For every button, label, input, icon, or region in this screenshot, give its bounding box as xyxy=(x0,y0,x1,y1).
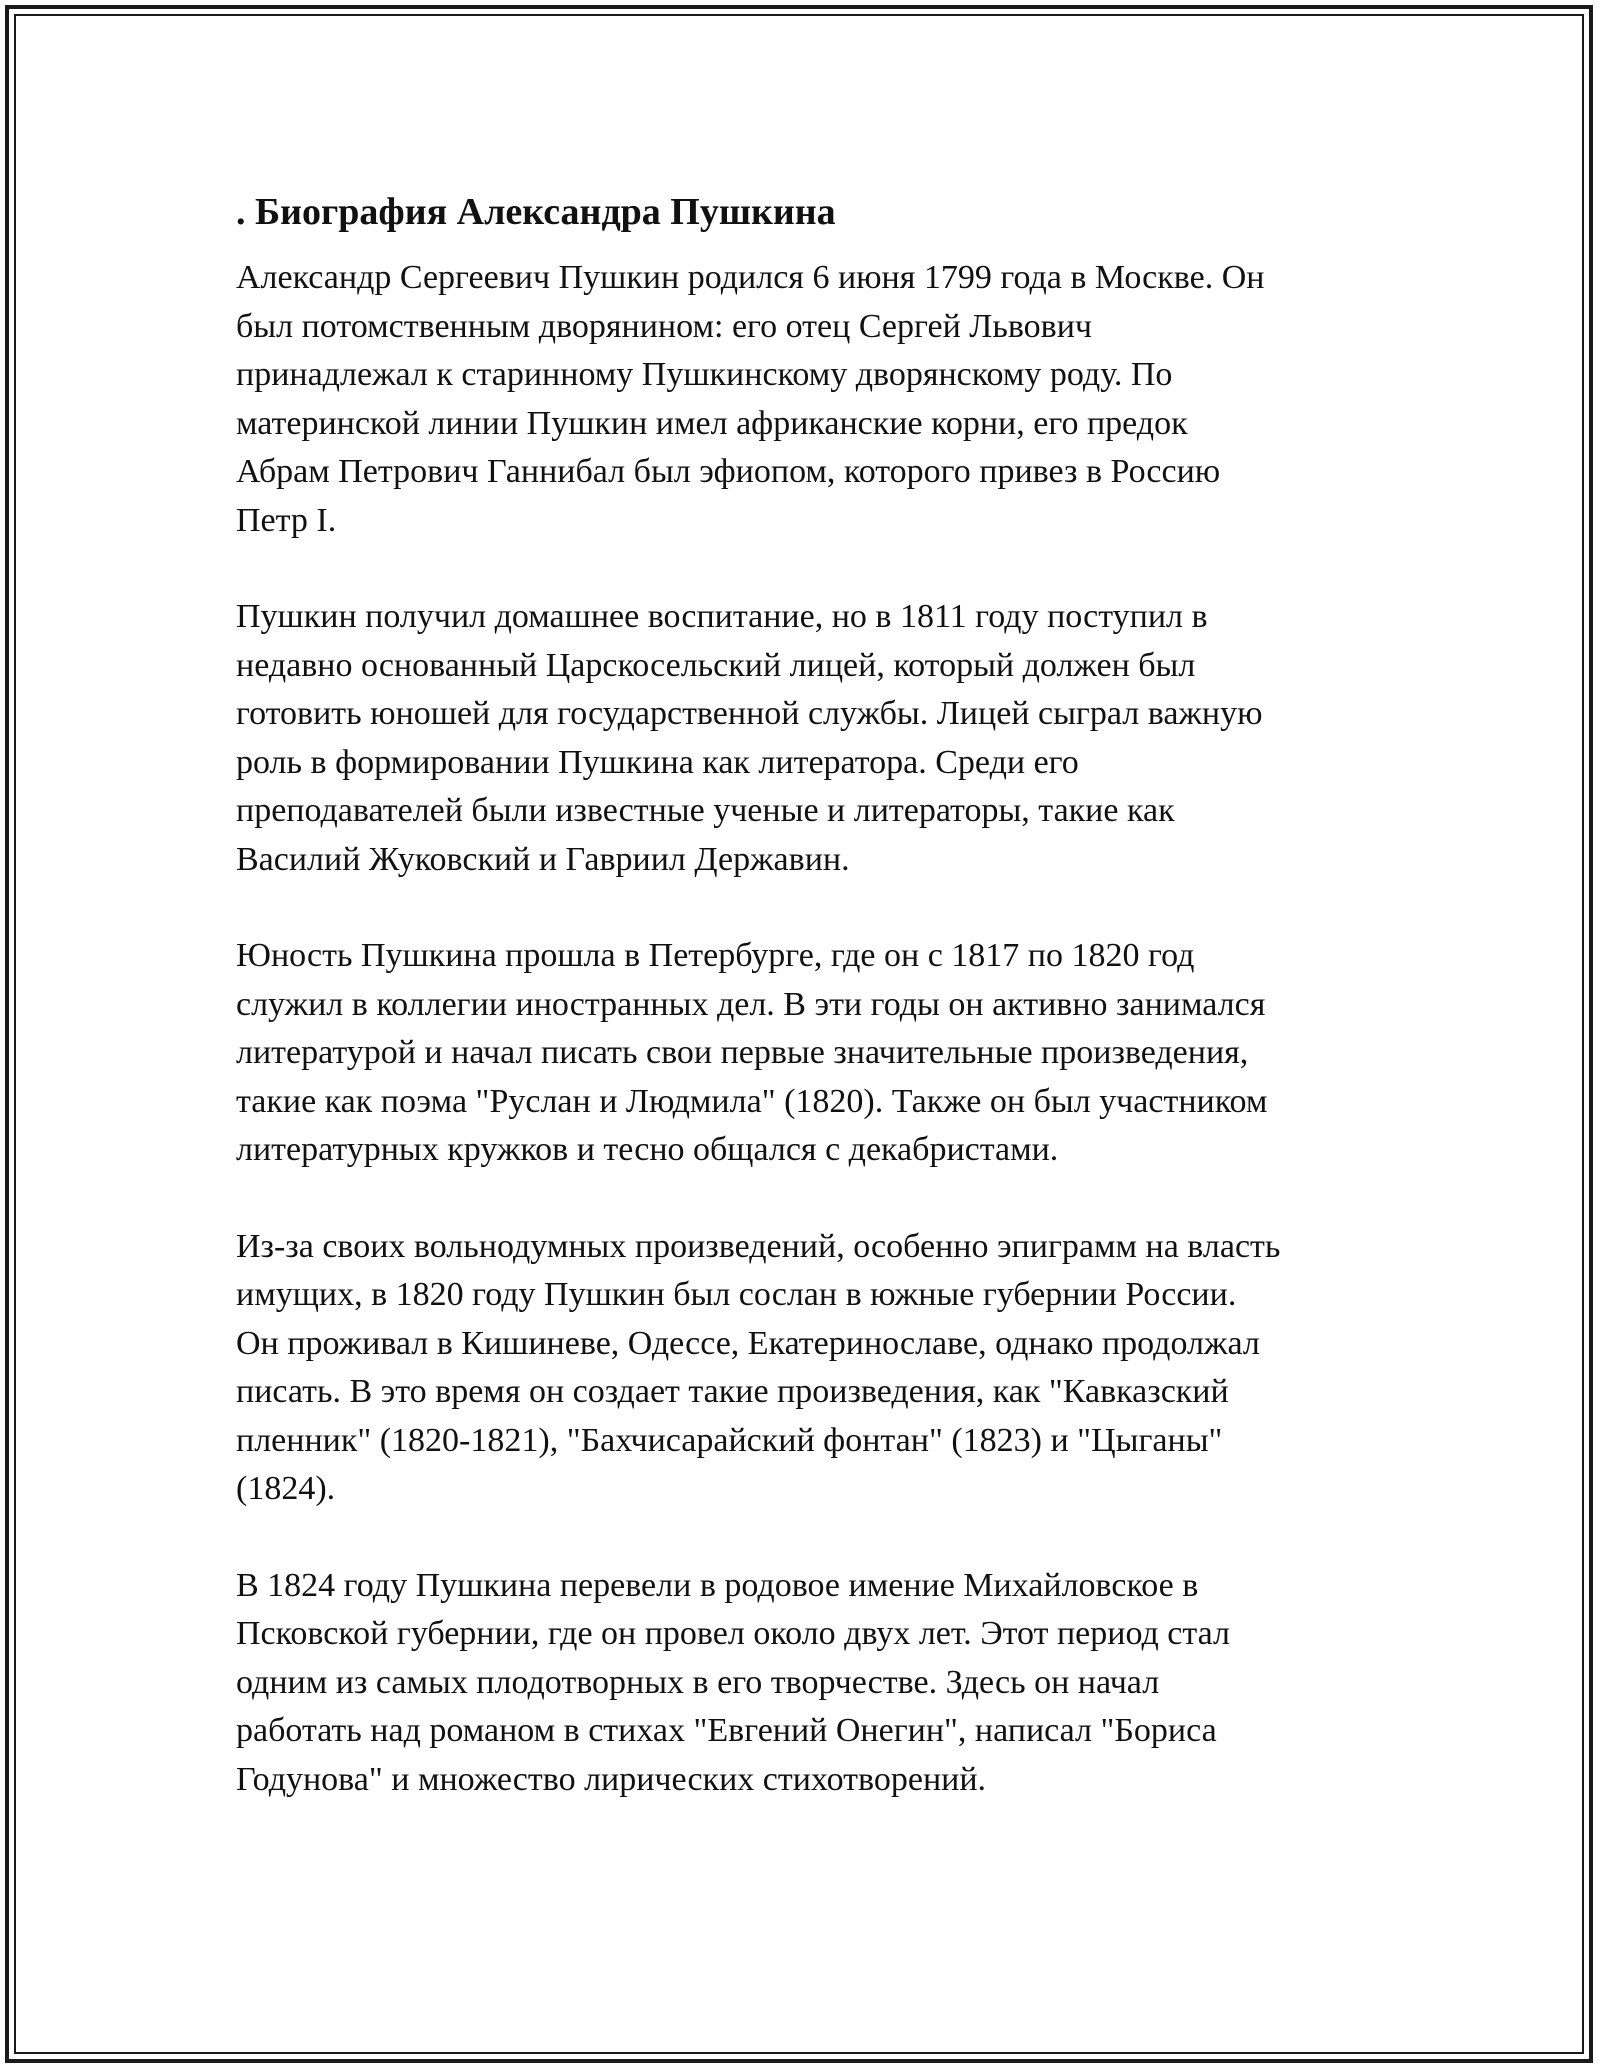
text-line: готовить юношей для государственной службы. Лицей сыграл важную xyxy=(236,695,1263,732)
paragraph-exile xyxy=(236,1223,1376,1514)
paragraph-birth xyxy=(236,254,1376,545)
text-line: служил в коллегии иностранных дел. В эти годы он активно занимался xyxy=(236,985,1266,1023)
text-line: Петр I. xyxy=(236,501,337,539)
text-line: Годунова" и множество лирических стихотворений. xyxy=(236,1760,987,1798)
text-line: Он проживал в Кишиневе, Одессе, Екатеринославе, однако продолжал xyxy=(236,1324,1260,1362)
document-body xyxy=(236,186,1376,1852)
text-line: работать над романом в стихах "Евгений Онегин", написал "Бориса xyxy=(236,1712,1217,1749)
text-line: пленник" (1820-1821), "Бахчисарайский фонтан" (1823) и "Цыганы" xyxy=(236,1421,1223,1459)
text-line: В 1824 году Пушкина перевели в родовое имение Михайловское в xyxy=(236,1566,1199,1604)
text-line: (1824). xyxy=(236,1470,336,1507)
text-line: принадлежал к старинному Пушкинскому дворянскому роду. По xyxy=(236,356,1173,393)
text-line: литературных кружков и тесно общался с декабристами. xyxy=(236,1131,1059,1168)
text-line: Александр Сергеевич Пушкин родился 6 июня 1799 года в Москве. Он xyxy=(236,259,1265,296)
text-line: Из-за своих вольнодумных произведений, особенно эпиграмм на власть xyxy=(236,1227,1281,1265)
text-line: недавно основанный Царскосельский лицей, который должен был xyxy=(236,646,1196,684)
text-line: роль в формировании Пушкина как литератора. Среди его xyxy=(236,743,1079,781)
document-title: . Биография Александра Пушкина xyxy=(236,191,836,233)
text-line: Абрам Петрович Ганнибал был эфиопом, которого привез в Россию xyxy=(236,453,1221,490)
text-line: писать. В это время он создает такие произведения, как "Кавказский xyxy=(236,1373,1229,1410)
text-line: литературой и начал писать свои первые значительные произведения, xyxy=(236,1034,1249,1071)
text-line: преподавателей были известные ученые и литераторы, такие как xyxy=(236,792,1175,829)
text-line: такие как поэма "Руслан и Людмила" (1820). Также он был участником xyxy=(236,1082,1268,1120)
paragraph-youth xyxy=(236,932,1376,1175)
text-line: Юность Пушкина прошла в Петербурге, где он с 1817 по 1820 год xyxy=(236,937,1195,974)
text-line: Пушкин получил домашнее воспитание, но в 1811 году поступил в xyxy=(236,598,1208,635)
text-line: Псковской губернии, где он провел около двух лет. Этот период стал xyxy=(236,1615,1230,1652)
paragraph-mikhailovskoe xyxy=(236,1562,1376,1805)
text-line: был потомственным дворянином: его отец Сергей Львович xyxy=(236,307,1093,345)
text-line: имущих, в 1820 году Пушкин был сослан в южные губернии России. xyxy=(236,1276,1237,1313)
text-line: Василий Жуковский и Гавриил Державин. xyxy=(236,840,850,878)
text-line: одним из самых плодотворных в его творчестве. Здесь он начал xyxy=(236,1663,1160,1701)
text-line: материнской линии Пушкин имел африканские корни, его предок xyxy=(236,404,1188,442)
paragraph-lyceum xyxy=(236,593,1376,884)
